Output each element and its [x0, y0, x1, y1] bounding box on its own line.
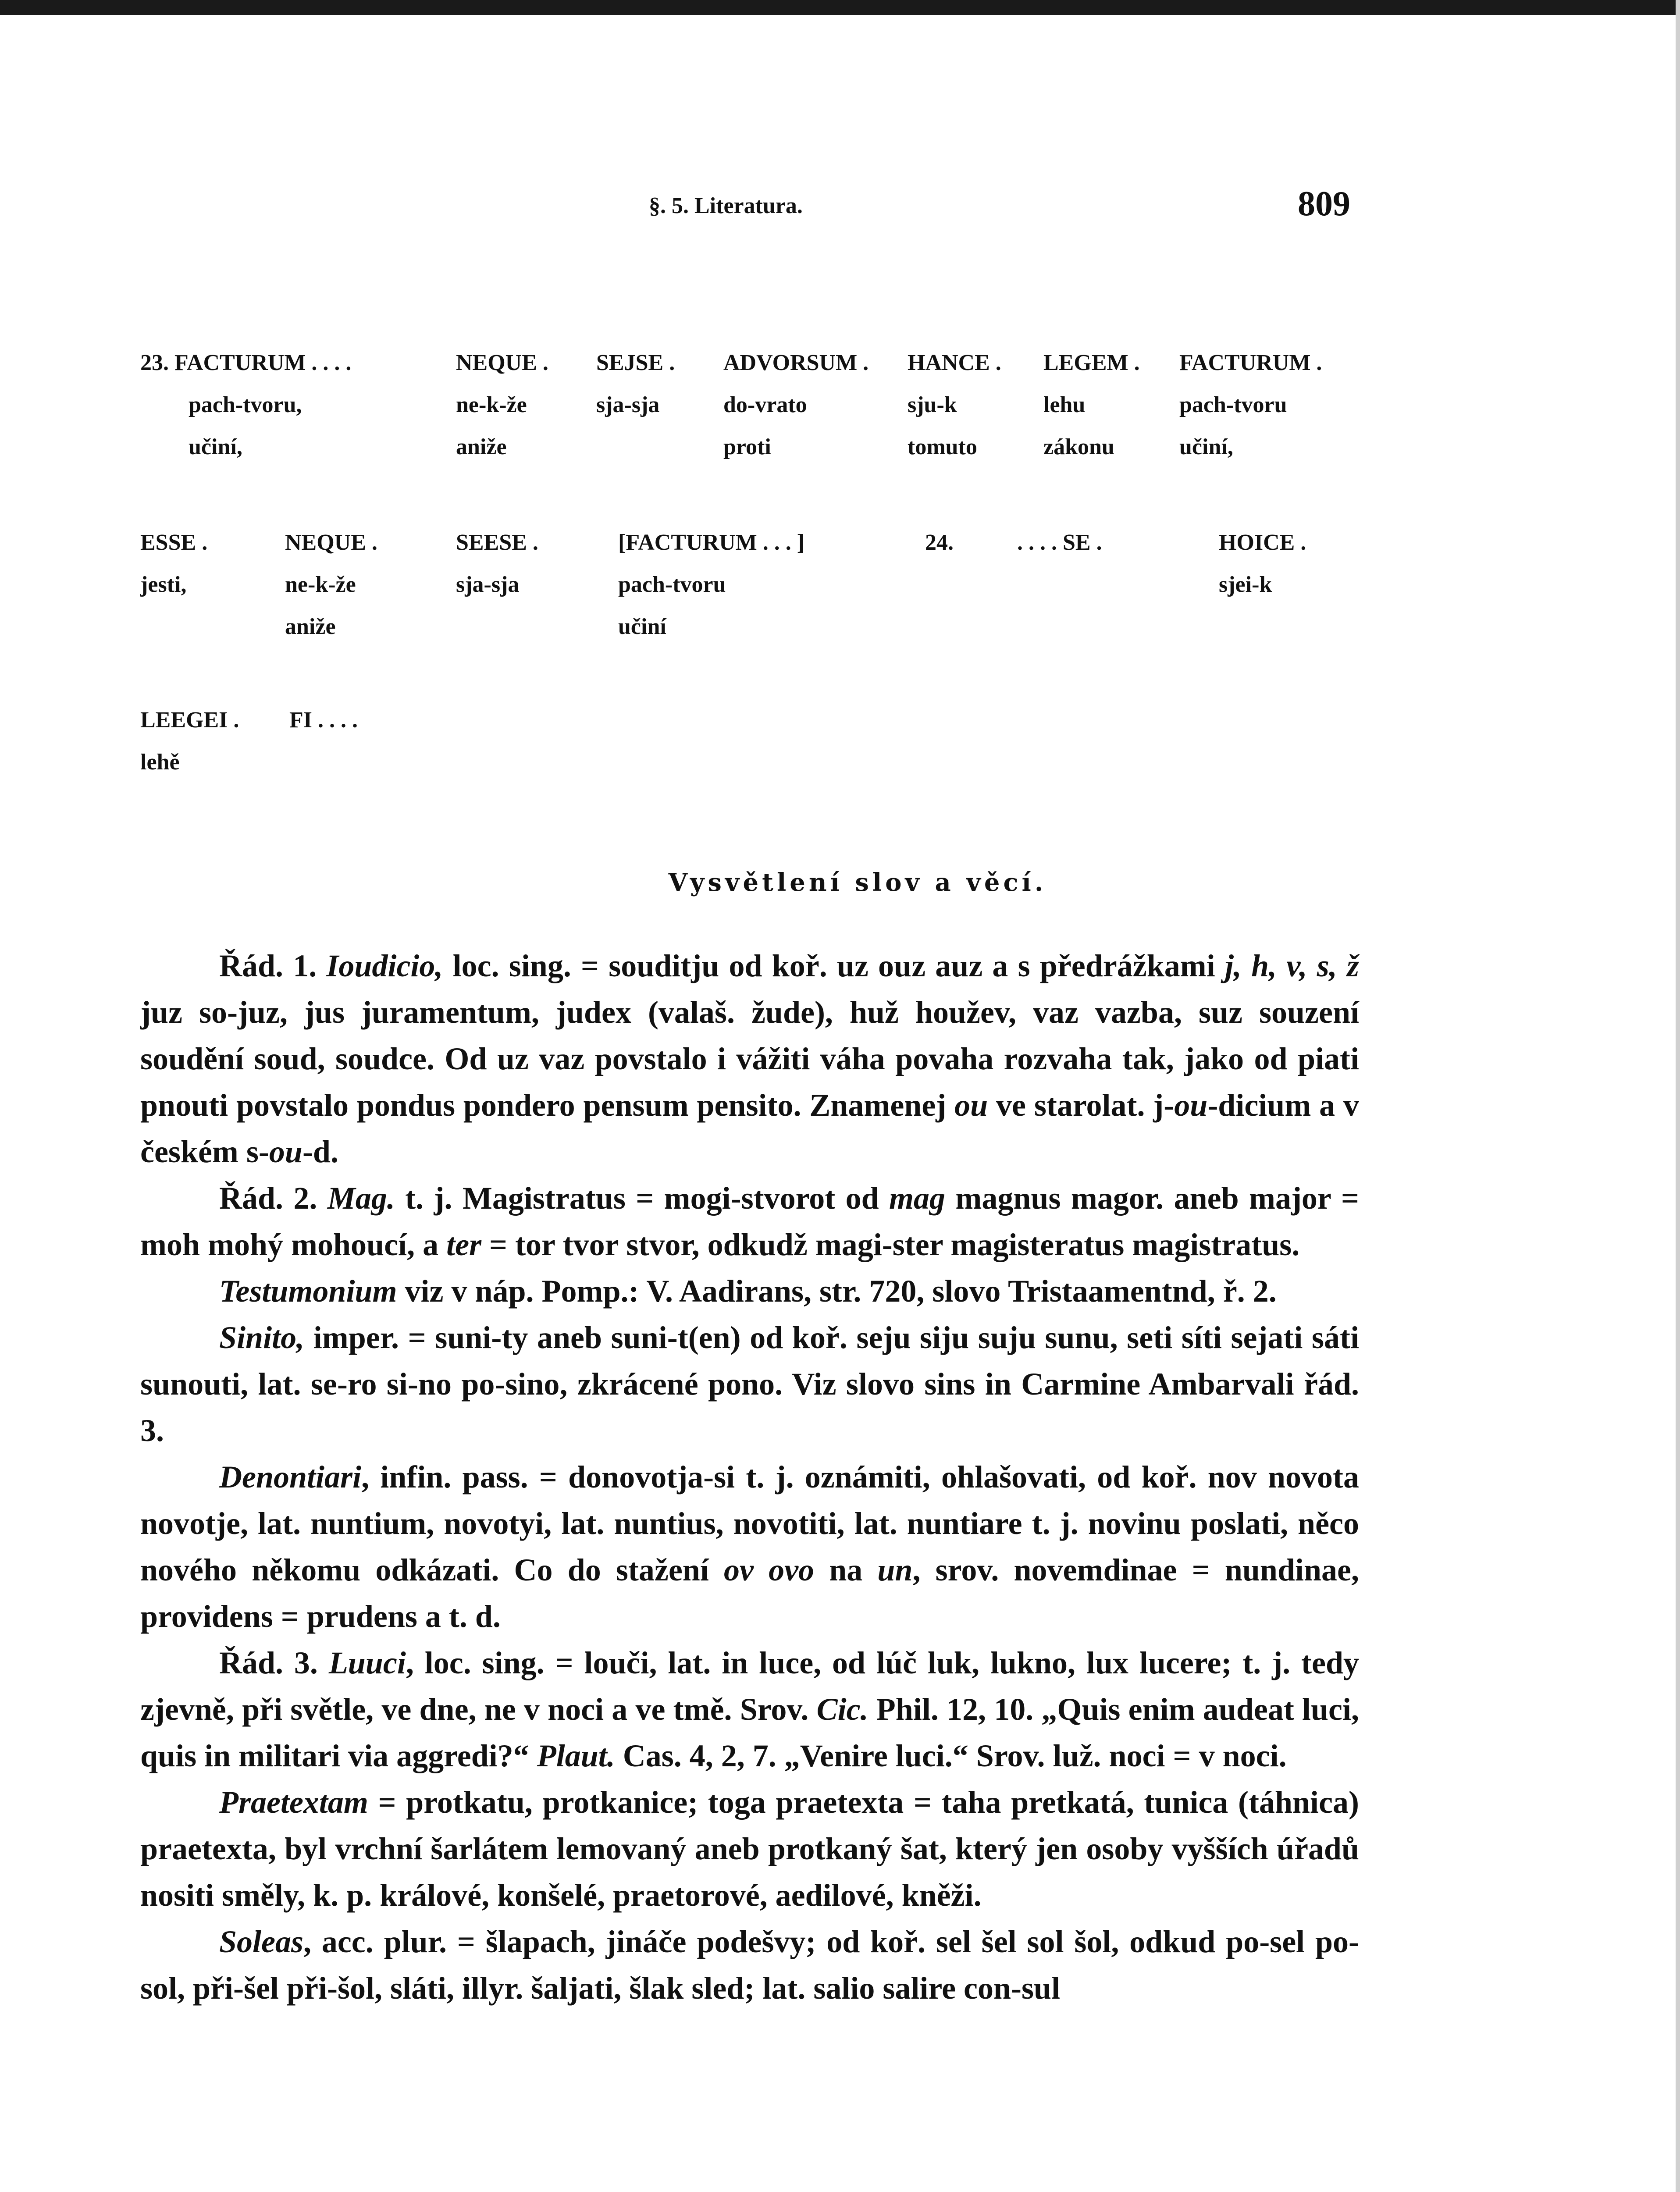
page-header	[0, 184, 1680, 228]
interlinear-word: 24.	[925, 530, 954, 555]
paragraph: Praetextam = protkatu, protkanice; toga praetexta = taha pretkatá, tunica (táhnica) praetexta, byl vrchní šarlátem lemovaný aneb protkaný šat, který jen osoby vyšších úřadů nositi směly, k. p. králové, konšelé, praetorové, aedilové, kněži.	[140, 1785, 1359, 1913]
interlinear-word: NEQUE . ne-k-že aniže	[285, 530, 377, 639]
paragraph: Řád. 3. Luuci, loc. sing. = louči, lat. in luce, od lúč luk, lukno, lux lucere; t. j. tedy zjevně, při světle, ve dne, ne v noci a ve tmě. Srov. Cic. Phil. 12, 10. „Quis enim audeat luci, quis in militari via aggredi?“ Plaut. Cas. 4, 2, 7. „Venire luci.“ Srov. luž. noci = v noci.	[140, 1645, 1360, 1773]
section-title: Vysvětlení slov a věcí.	[668, 868, 1047, 897]
interlinear-word: NEQUE . ne-k-že aniže	[456, 350, 548, 459]
interlinear-word: LEEGEI . lehě	[140, 708, 239, 775]
paragraph: Soleas, acc. plur. = šlapach, jináče podešvy; od koř. sel šel sol šol, odkud po-sel po-sol, při-šel při-šol, sláti, illyr. šaljati, šlak sled; lat. salio salire con-sul	[140, 1924, 1359, 2006]
commentary-body	[140, 943, 1359, 2011]
interlinear-word: ADVORSUM . do-vrato proti	[723, 350, 869, 459]
paragraph: Denontiari, infin. pass. = donovotja-si t. j. oznámiti, ohlašovati, od koř. nov novota novotje, lat. nuntium, novotyi, lat. nuntius, novotiti, lat. nuntiare t. j. novinu poslati, něco nového někomu odkázati. Co do stažení ov ovo na un, srov. novemdinae = nundinae, providens = prudens a t. d.	[140, 1459, 1360, 1634]
interlinear-word: SEJSE . sja-sja	[596, 350, 675, 417]
interlinear-word: LEGEM . lehu zákonu	[1043, 350, 1140, 459]
interlinear-word: FI . . . .	[289, 708, 358, 733]
interlinear-word: HOICE . sjei-k	[1219, 530, 1306, 597]
interlinear-word: 23. FACTURUM . . . . pach-tvoru, učiní,	[140, 350, 352, 459]
paragraph: Sinito, imper. = suni-ty aneb suni-t(en) od koř. seju siju suju sunu, seti síti sejati sáti sunouti, lat. se-ro si-no po-sino, zkrácené pono. Viz slovo sins in Carmine Ambarvali řád. 3.	[140, 1320, 1359, 1448]
paragraph: Testumonium viz v náp. Pomp.: V. Aadirans, str. 720, slovo Tristaamentnd, ř. 2.	[219, 1274, 1277, 1309]
running-head: §. 5. Literatura.	[649, 193, 803, 218]
paragraph: Řád. 2. Mag. t. j. Magistratus = mogi-stvorot od mag magnus magor. aneb major = moh mohý mohoucí, a ter = tor tvor stvor, odkudž magi-ster magisteratus magistratus.	[140, 1181, 1359, 1262]
interlinear-word: . . . . SE .	[1017, 530, 1102, 555]
interlinear-word: [FACTURUM . . . ] pach-tvoru učiní	[618, 530, 805, 639]
paragraph: Řád. 1. Ioudicio, loc. sing. = souditju od koř. uz ouz auz a s předrážkami j, h, v, s, ž juz so-juz, jus juramentum, judex (valaš. žude), huž houžev, vaz vazba, suz souzení soudění soud, soudce. Od uz vaz povstalo i vážiti váha povaha rozvaha tak, jako od piati pnouti povstalo pondus pondero pensum pensito. Znamenej ou ve starolat. j-ou-dicium a v českém s-ou-d.	[140, 948, 1360, 1169]
interlinear-word: ESSE . jesti,	[140, 530, 208, 597]
interlinear-word: HANCE . sju-k tomuto	[908, 350, 1001, 459]
page-number: 809	[1298, 185, 1350, 223]
scan-right-edge	[1676, 0, 1680, 2192]
interlinear-word: FACTURUM . pach-tvoru učiní,	[1179, 350, 1322, 459]
interlinear-word: SEESE . sja-sja	[456, 530, 538, 597]
scan-top-edge	[0, 0, 1680, 15]
